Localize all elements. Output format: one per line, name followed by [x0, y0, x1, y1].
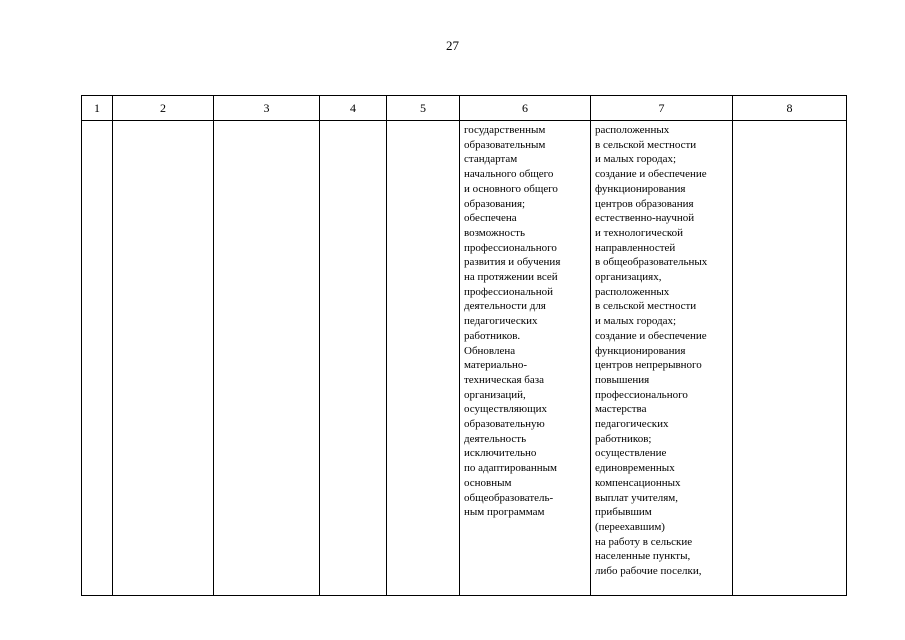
text-line: и технологической [595, 226, 684, 239]
text-line: компенсационных [595, 476, 681, 489]
column-header-4: 4 [320, 96, 387, 121]
cell-col-6 [460, 121, 591, 596]
text-line: по адаптированным [464, 462, 557, 475]
page-number: 27 [446, 38, 459, 53]
text-line: и малых городах; [595, 315, 677, 328]
column-header-8: 8 [733, 96, 847, 121]
text-line: стандартам [464, 153, 518, 166]
text-line: педагогических [464, 315, 538, 328]
document-table [81, 95, 847, 596]
text-line: профессиональной [464, 285, 553, 298]
text-line: естественно-научной [595, 212, 695, 225]
text-line: создание и обеспечение [595, 168, 707, 181]
text-line: функционирования [595, 182, 686, 195]
cell-col-2 [113, 121, 214, 596]
column-header-7: 7 [591, 96, 733, 121]
text-line: обеспечена [464, 212, 517, 225]
table-row [82, 121, 847, 596]
text-line: Обновлена [464, 344, 516, 357]
text-line: единовременных [595, 462, 675, 475]
text-line: центров непрерывного [595, 359, 702, 372]
text-line: работников. [464, 329, 521, 342]
text-line: функционирования [595, 344, 686, 357]
text-line: направленностей [595, 241, 676, 254]
text-line: выплат учителям, [595, 491, 678, 504]
text-line: профессионального [464, 241, 557, 254]
text-line: начального общего [464, 168, 554, 181]
text-line: исключительно [464, 447, 537, 460]
text-line: на работу в сельские [595, 535, 693, 548]
text-line: и основного общего [464, 182, 558, 195]
text-line: центров образования [595, 197, 694, 210]
cell-col-4 [320, 121, 387, 596]
cell-col-7 [591, 121, 733, 596]
cell-col-6-text [460, 121, 590, 520]
column-header-6: 6 [460, 96, 591, 121]
text-line: организаций, [464, 388, 526, 401]
text-line: профессионального [595, 388, 688, 401]
cell-col-8 [733, 121, 847, 596]
text-line: работников; [595, 432, 652, 445]
text-line: и малых городах; [595, 153, 677, 166]
text-line: в сельской местности [595, 300, 697, 313]
text-line: деятельности для [464, 300, 546, 313]
text-line: техническая база [464, 373, 544, 386]
text-line: образовательную [464, 418, 545, 431]
cell-col-7-text [591, 121, 732, 579]
text-line: расположенных [595, 124, 670, 136]
cell-col-3 [214, 121, 320, 596]
text-line: педагогических [595, 418, 669, 431]
text-line: материально- [464, 359, 528, 372]
text-line: населенные пункты, [595, 550, 691, 563]
text-line: (переехавшим) [595, 520, 665, 533]
text-line: общеобразователь- [464, 491, 554, 504]
text-line: в общеобразовательных [595, 256, 708, 269]
text-line: государственным [464, 124, 546, 136]
text-line: в сельской местности [595, 138, 697, 151]
text-line: на протяжении всей [464, 271, 558, 284]
column-header-3: 3 [214, 96, 320, 121]
text-line: образовательным [464, 138, 546, 151]
text-line: основным [464, 476, 512, 489]
cell-col-1 [82, 121, 113, 596]
column-header-1: 1 [82, 96, 113, 121]
text-line: либо рабочие поселки, [595, 565, 702, 578]
text-line: образования; [464, 197, 526, 210]
cell-col-5 [387, 121, 460, 596]
header-row [82, 96, 847, 121]
text-line: повышения [595, 373, 650, 386]
text-line: деятельность [464, 432, 527, 445]
text-line: создание и обеспечение [595, 329, 707, 342]
text-line: осуществляющих [464, 403, 547, 416]
text-line: мастерства [595, 403, 647, 416]
text-line: осуществление [595, 447, 667, 460]
column-header-5: 5 [387, 96, 460, 121]
text-line: организациях, [595, 271, 662, 284]
text-line: развития и обучения [464, 256, 561, 269]
text-line: расположенных [595, 285, 670, 298]
column-header-2: 2 [113, 96, 214, 121]
text-line: возможность [464, 226, 525, 239]
text-line: прибывшим [595, 506, 652, 519]
text-line: ным программам [464, 506, 545, 519]
